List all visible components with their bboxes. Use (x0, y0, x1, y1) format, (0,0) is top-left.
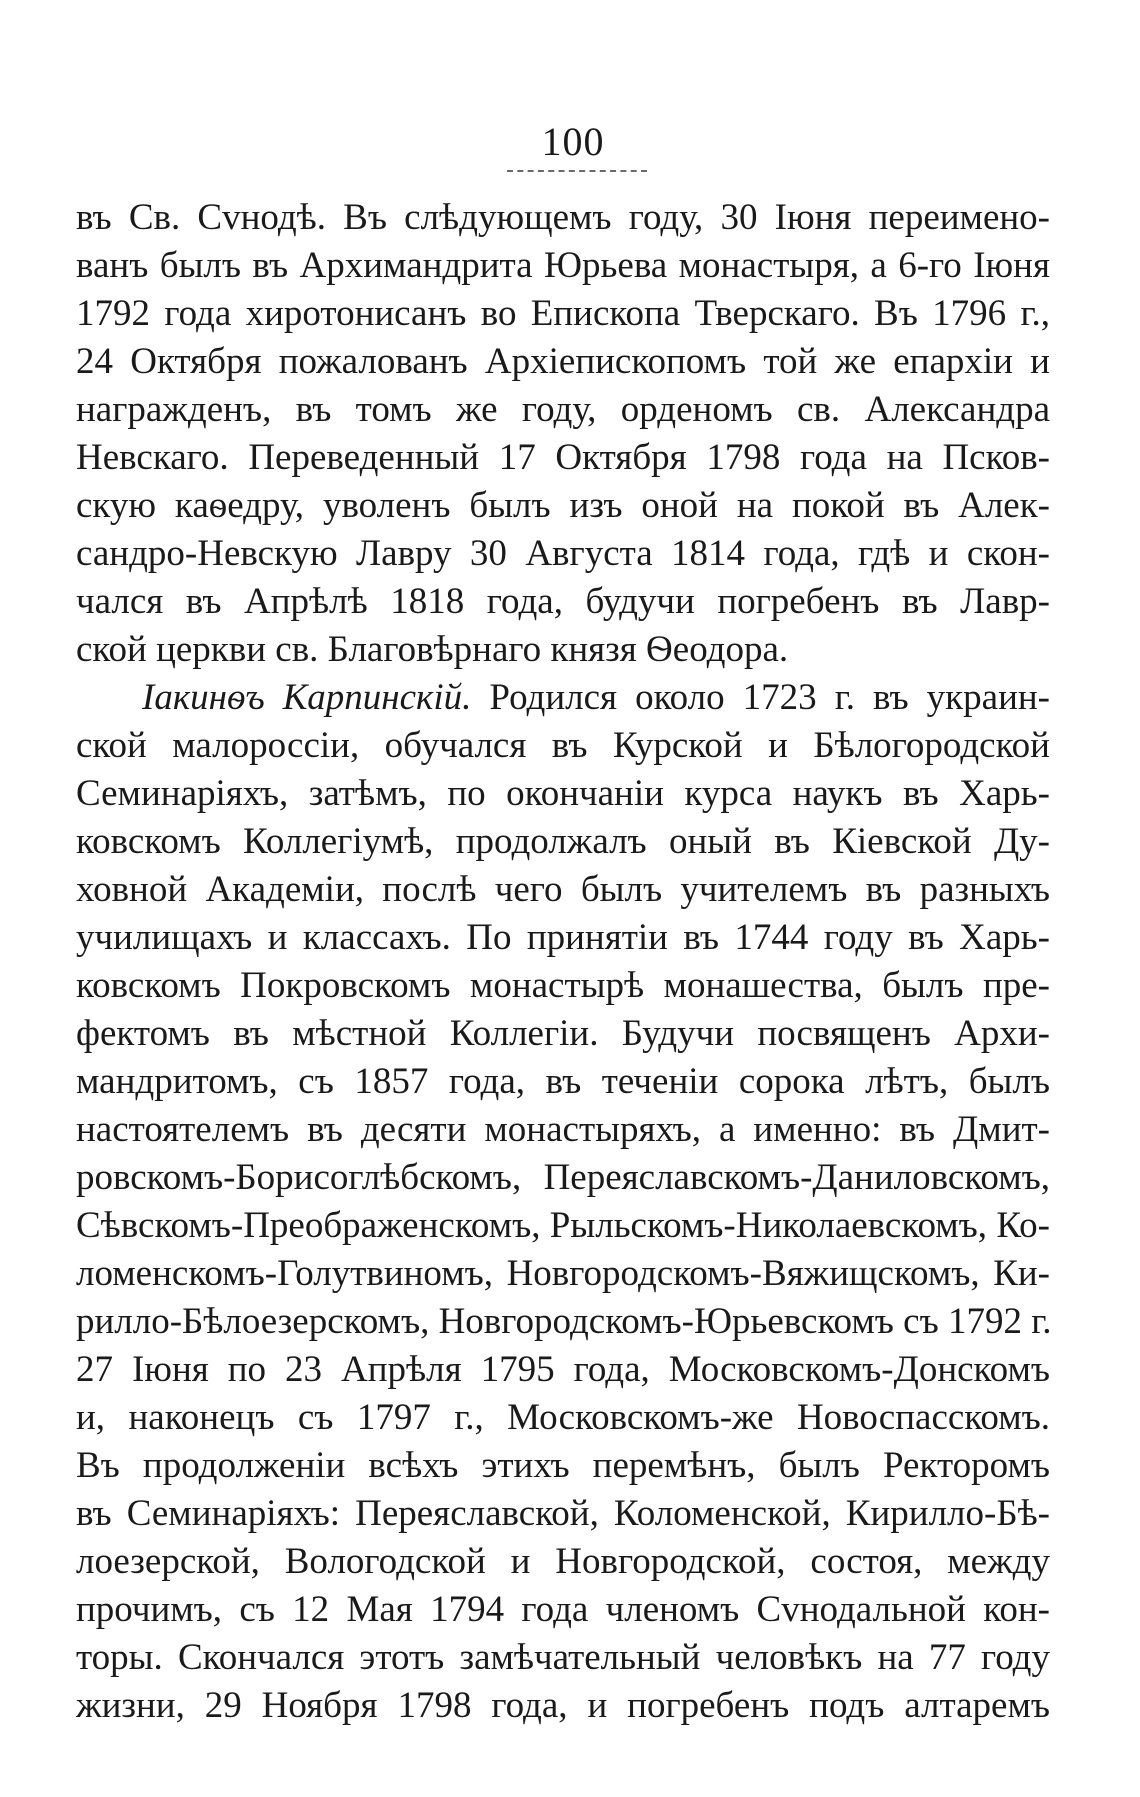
text-line (76, 626, 1050, 674)
text-line (76, 530, 1050, 578)
line-text: ровскомъ-Борисоглѣбскомъ, Переяславскомъ-Даниловскомъ, (76, 1157, 1050, 1198)
text-line (76, 1250, 1050, 1298)
page-number-rule (507, 170, 647, 172)
text-line (76, 1010, 1050, 1058)
body-text (76, 194, 1050, 1730)
text-line (76, 818, 1050, 866)
text-line (76, 482, 1050, 530)
page-number: 100 (541, 119, 605, 164)
text-line (76, 1298, 1050, 1346)
line-text: скую каѳедру, уволенъ былъ изъ оной на покой въ Алек- (76, 485, 1050, 526)
text-line (76, 338, 1050, 386)
book-page (76, 118, 1050, 1730)
line-text: чался въ Апрѣлѣ 1818 года, будучи погребенъ въ Лавр- (76, 581, 1050, 622)
text-line (76, 1538, 1050, 1586)
text-line (76, 434, 1050, 482)
text-line (76, 1490, 1050, 1538)
text-line (76, 1058, 1050, 1106)
line-text: награжденъ, въ томъ же году, орденомъ св. Александра (76, 389, 1050, 430)
line-text: Въ продолженіи всѣхъ этихъ перемѣнъ, былъ Ректоромъ (76, 1445, 1050, 1486)
text-line (76, 674, 1050, 722)
line-text: въ Св. Сvнодѣ. Въ слѣдующемъ году, 30 Іюня переимено- (76, 197, 1050, 238)
line-text: 1792 года хиротонисанъ во Епископа Тверскаго. Въ 1796 г., (76, 293, 1050, 334)
line-text: жизни, 29 Ноября 1798 года, и погребенъ подъ алтаремъ (76, 1685, 1050, 1726)
text-line (76, 1202, 1050, 1250)
line-text: 27 Іюня по 23 Апрѣля 1795 года, Московскомъ-Донскомъ (76, 1349, 1050, 1390)
line-text: 24 Октября пожалованъ Архіепископомъ той же епархіи и (76, 341, 1050, 382)
line-text: Сѣвскомъ-Преображенскомъ, Рыльскомъ-Николаевскомъ, Ко- (76, 1205, 1050, 1246)
text-line (76, 386, 1050, 434)
person-name: Іакинѳъ Карпинскій. (142, 677, 472, 718)
line-text: сандро-Невскую Лавру 30 Августа 1814 года, гдѣ и скон- (76, 533, 1050, 574)
line-text: въ Семинаріяхъ: Переяславской, Коломенской, Кирилло-Бѣ- (76, 1493, 1050, 1534)
line-text: торы. Скончался этотъ замѣчательный человѣкъ на 77 году (76, 1637, 1050, 1678)
line-text: Семинаріяхъ, затѣмъ, по окончаніи курса наукъ въ Харь- (76, 773, 1050, 814)
line-text: ской малороссіи, обучался въ Курской и Бѣлогородской (76, 725, 1050, 766)
text-line (76, 290, 1050, 338)
text-line (76, 242, 1050, 290)
line-text: фектомъ въ мѣстной Коллегіи. Будучи посвященъ Архи- (76, 1013, 1050, 1054)
text-line (76, 866, 1050, 914)
text-line (76, 578, 1050, 626)
line-text: Невскаго. Переведенный 17 Октября 1798 года на Псков- (76, 437, 1050, 478)
text-line (76, 1346, 1050, 1394)
text-line (76, 1682, 1050, 1730)
line-text: ской церкви св. Благовѣрнаго князя Ѳеодора. (76, 629, 789, 670)
text-line (76, 770, 1050, 818)
line-text: настоятелемъ въ десяти монастыряхъ, а именно: въ Дмит- (76, 1109, 1050, 1150)
line-text: ковскомъ Коллегіумѣ, продолжалъ оный въ Кіевской Ду- (76, 821, 1050, 862)
text-line (76, 722, 1050, 770)
text-line (76, 1394, 1050, 1442)
line-text: мандритомъ, съ 1857 года, въ теченіи сорока лѣтъ, былъ (76, 1061, 1050, 1102)
text-line (76, 1106, 1050, 1154)
line-text: училищахъ и классахъ. По принятіи въ 1744 году въ Харь- (76, 917, 1050, 958)
line-text: ломенскомъ-Голутвиномъ, Новгородскомъ-Вяжищскомъ, Ки- (76, 1253, 1050, 1294)
line-text: ванъ былъ въ Архимандрита Юрьева монастыря, а 6-го Іюня (76, 245, 1050, 286)
line-text: Родился около 1723 г. въ украин- (471, 677, 1051, 718)
text-line (76, 914, 1050, 962)
text-line (76, 962, 1050, 1010)
line-text: ховной Академіи, послѣ чего былъ учителемъ въ разныхъ (76, 869, 1050, 910)
text-line (76, 194, 1050, 242)
line-text: ковскомъ Покровскомъ монастырѣ монашества, былъ пре- (76, 965, 1050, 1006)
line-text: прочимъ, съ 12 Мая 1794 года членомъ Сvнодальной кон- (76, 1589, 1050, 1630)
line-text: рилло-Бѣлоезерскомъ, Новгородскомъ-Юрьевскомъ съ 1792 г. (76, 1301, 1052, 1342)
text-line (76, 1634, 1050, 1682)
line-text: и, наконецъ съ 1797 г., Московскомъ-же Новоспасскомъ. (76, 1397, 1050, 1438)
text-line (76, 1586, 1050, 1634)
line-text: лоезерской, Вологодской и Новгородской, состоя, между (76, 1541, 1050, 1582)
text-line (76, 1154, 1050, 1202)
text-line (76, 1442, 1050, 1490)
